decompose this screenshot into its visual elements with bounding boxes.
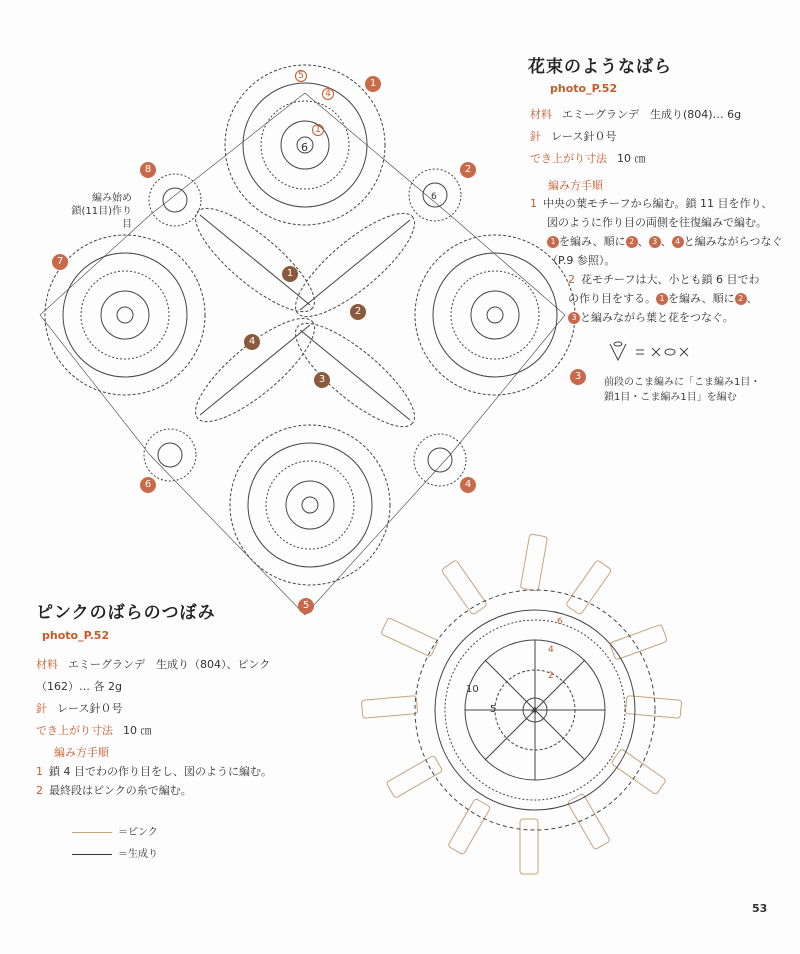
- row-label-1: 1: [312, 124, 324, 136]
- svg-text:6: 6: [431, 192, 437, 202]
- row-label-10: 10: [466, 684, 479, 695]
- motif-marker-2: 2: [460, 162, 476, 178]
- motif-marker-6: 6: [140, 477, 156, 493]
- leaf-marker-4: 4: [244, 334, 260, 350]
- row-label-5: 5: [295, 70, 307, 82]
- stitch-note: 前段のこま編みに「こま編み1目・ 鎖1目・こま編み1目」を編む: [604, 377, 761, 403]
- row-label-2: 2: [548, 671, 554, 681]
- motif-marker-8: 8: [140, 162, 156, 178]
- recipe2-specs: 材料 エミーグランデ 生成り（804）、ピンク （162）… 各 2g 針 レース針０号 でき上がり寸法 10 ㎝: [36, 658, 271, 737]
- page-number: 53: [752, 902, 768, 915]
- recipe2-steps: 1 鎖 4 目でわの作り目をし、図のように編む。 2 最終段はピンクの糸で編む。: [36, 765, 272, 797]
- stitch-symbol-icon: [604, 340, 694, 364]
- leaf-marker-3: 3: [314, 372, 330, 388]
- leaf-marker-2: 2: [350, 304, 366, 320]
- row-label-5: 5: [490, 704, 497, 715]
- motif-marker-3: 3: [570, 369, 586, 385]
- legend-pink: ＝ピンク: [118, 827, 158, 838]
- leaf-marker-1: 1: [282, 266, 298, 282]
- rosebud-diagram: [350, 530, 740, 900]
- legend-natural: ＝生成り: [118, 849, 158, 860]
- start-note: 編み始め 鎖(11目)作り目: [71, 193, 132, 230]
- row-label-4: 4: [548, 645, 554, 655]
- recipe1-photo-ref: photo_P.52: [550, 82, 618, 95]
- recipe2-title: ピンクのばらのつぼみ: [36, 603, 216, 623]
- motif-marker-4: 4: [460, 477, 476, 493]
- recipe1-steps: 1 中央の葉モチーフから編む。鎖 11 目を作り、 図のように作り目の両側を往復編みで編む。 1 を編み、順に 2 、 3 、 4 と編みながらつなぐ （P.9 参照）。 2 花モチーフは大、小とも鎖 6 目でわ の作り目をする。 1 を編み、順に 2 、 3 と編みながら葉と花をつなぐ。: [530, 197, 783, 324]
- svg-text:6: 6: [301, 141, 308, 154]
- color-legend: [72, 822, 158, 866]
- row-label-center-4: 4: [531, 706, 538, 717]
- recipe2-photo-ref: photo_P.52: [42, 629, 110, 642]
- row-label-4: 4: [322, 88, 334, 100]
- motif-marker-5: 5: [298, 598, 314, 614]
- row-label-6: 6: [557, 617, 563, 627]
- recipe1-title: 花束のようなばら: [528, 57, 672, 77]
- recipe1-specs: 材料 エミーグランデ 生成り(804)… 6g 針 レース針０号 でき上がり寸法 10 ㎝: [530, 108, 742, 165]
- flower-motif-left: [45, 235, 205, 395]
- motif-marker-7: 7: [52, 254, 68, 270]
- recipe2-steps-title: 編み方手順: [54, 746, 109, 759]
- motif-marker-1: 1: [365, 76, 381, 92]
- recipe1-steps-title: 編み方手順: [548, 179, 603, 192]
